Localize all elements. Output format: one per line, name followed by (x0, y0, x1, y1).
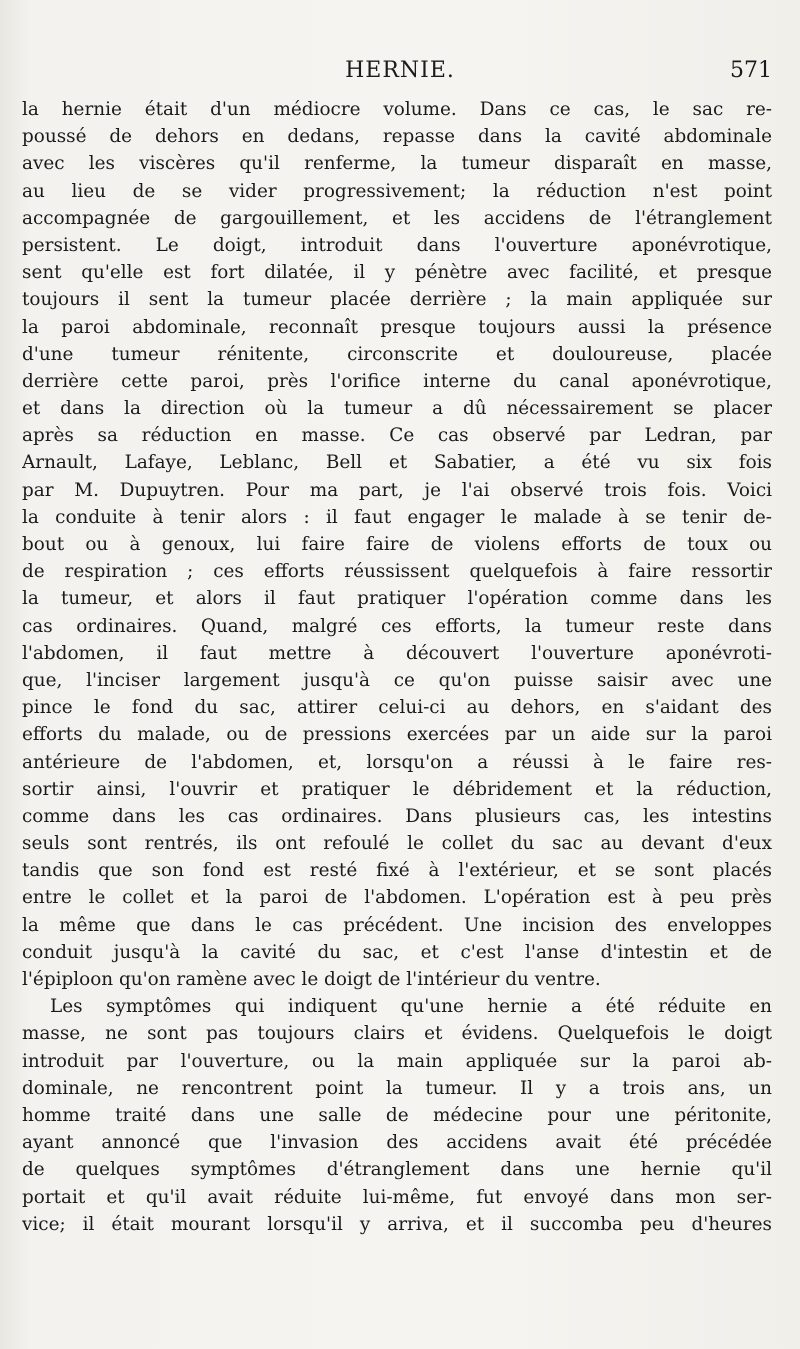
paragraph-end-line: l'épiploon qu'on ramène avec le doigt de l'intérieur du ventre. (22, 969, 601, 990)
text-line: la tumeur, et alors il faut pratiquer l'opération comme dans les (22, 588, 772, 610)
text-line: accompagnée de gargouillement, et les accidens de l'étranglement (22, 207, 772, 229)
running-head (0, 56, 800, 90)
text-line: par M. Dupuytren. Pour ma part, je l'ai observé trois fois. Voici (22, 479, 772, 501)
text-line: comme dans les cas ordinaires. Dans plusieurs cas, les intestins (22, 805, 772, 827)
text-line: homme traité dans une salle de médecine pour une péritonite, (22, 1104, 772, 1126)
text-line: vice; il était mourant lorsqu'il y arriva, et il succomba peu d'heures (22, 1213, 772, 1235)
text-line: pince le fond du sac, attirer celui-ci au dehors, en s'aidant des (22, 697, 772, 719)
text-line: tandis que son fond est resté fixé à l'extérieur, et se sont placés (22, 860, 772, 882)
page-number: 571 (730, 58, 772, 83)
text-line: de quelques symptômes d'étranglement dans une hernie qu'il (22, 1159, 772, 1181)
text-line: portait et qu'il avait réduite lui-même, fut envoyé dans mon ser- (22, 1186, 772, 1208)
text-line: la conduite à tenir alors : il faut engager le malade à se tenir de- (22, 506, 772, 528)
paragraph-start-line: Les symptômes qui indiquent qu'une hernie a été réduite en (50, 996, 772, 1018)
text-line: de respiration ; ces efforts réussissent quelquefois à faire ressortir (22, 561, 772, 583)
running-title: HERNIE. (345, 58, 455, 83)
text-line: persistent. Le doigt, introduit dans l'ouverture aponévrotique, (22, 234, 772, 256)
text-line: ayant annoncé que l'invasion des accidens avait été précédée (22, 1132, 772, 1154)
text-line: la même que dans le cas précédent. Une incision des enveloppes (22, 914, 772, 936)
text-line: Arnault, Lafaye, Leblanc, Bell et Sabatier, a été vu six fois (22, 452, 772, 474)
text-line: l'abdomen, il faut mettre à découvert l'ouverture aponévroti- (22, 642, 772, 664)
text-line: que, l'inciser largement jusqu'à ce qu'on puisse saisir avec une (22, 669, 772, 691)
text-line: après sa réduction en masse. Ce cas observé par Ledran, par (22, 425, 772, 447)
text-line: seuls sont rentrés, ils ont refoulé le collet du sac au devant d'eux (22, 833, 772, 855)
text-line: et dans la direction où la tumeur a dû nécessairement se placer (22, 398, 772, 420)
text-line: conduit jusqu'à la cavité du sac, et c'est l'anse d'intestin et de (22, 941, 772, 963)
text-line: au lieu de se vider progressivement; la réduction n'est point (22, 180, 772, 202)
text-line: la hernie était d'un médiocre volume. Dans ce cas, le sac re- (22, 99, 772, 120)
text-line: efforts du malade, ou de pressions exercées par un aide sur la paroi (22, 724, 772, 746)
text-line: d'une tumeur rénitente, circonscrite et douloureuse, placée (22, 343, 772, 365)
text-line: bout ou à genoux, lui faire faire de violens efforts de toux ou (22, 534, 772, 555)
text-line: dominale, ne rencontrent point la tumeur. Il y a trois ans, un (22, 1077, 772, 1099)
text-line: avec les viscères qu'il renferme, la tumeur disparaît en masse, (22, 153, 772, 175)
body-text (22, 96, 772, 1238)
text-line: toujours il sent la tumeur placée derrière ; la main appliquée sur (22, 289, 772, 311)
text-line: masse, ne sont pas toujours clairs et évidens. Quelquefois le doigt (22, 1023, 772, 1045)
text-line: sortir ainsi, l'ouvrir et pratiquer le débridement et la réduction, (22, 778, 772, 800)
text-line: la paroi abdominale, reconnaît presque toujours aussi la présence (22, 316, 772, 338)
text-line: poussé de dehors en dedans, repasse dans la cavité abdominale (22, 126, 772, 148)
text-line: sent qu'elle est fort dilatée, il y pénètre avec facilité, et presque (22, 262, 772, 284)
text-line: cas ordinaires. Quand, malgré ces efforts, la tumeur reste dans (22, 615, 772, 637)
text-line: entre le collet et la paroi de l'abdomen. L'opération est à peu près (22, 887, 772, 909)
text-line: introduit par l'ouverture, ou la main appliquée sur la paroi ab- (22, 1050, 772, 1072)
text-line: derrière cette paroi, près l'orifice interne du canal aponévrotique, (22, 370, 772, 392)
text-line: antérieure de l'abdomen, et, lorsqu'on a réussi à le faire res- (22, 751, 772, 773)
